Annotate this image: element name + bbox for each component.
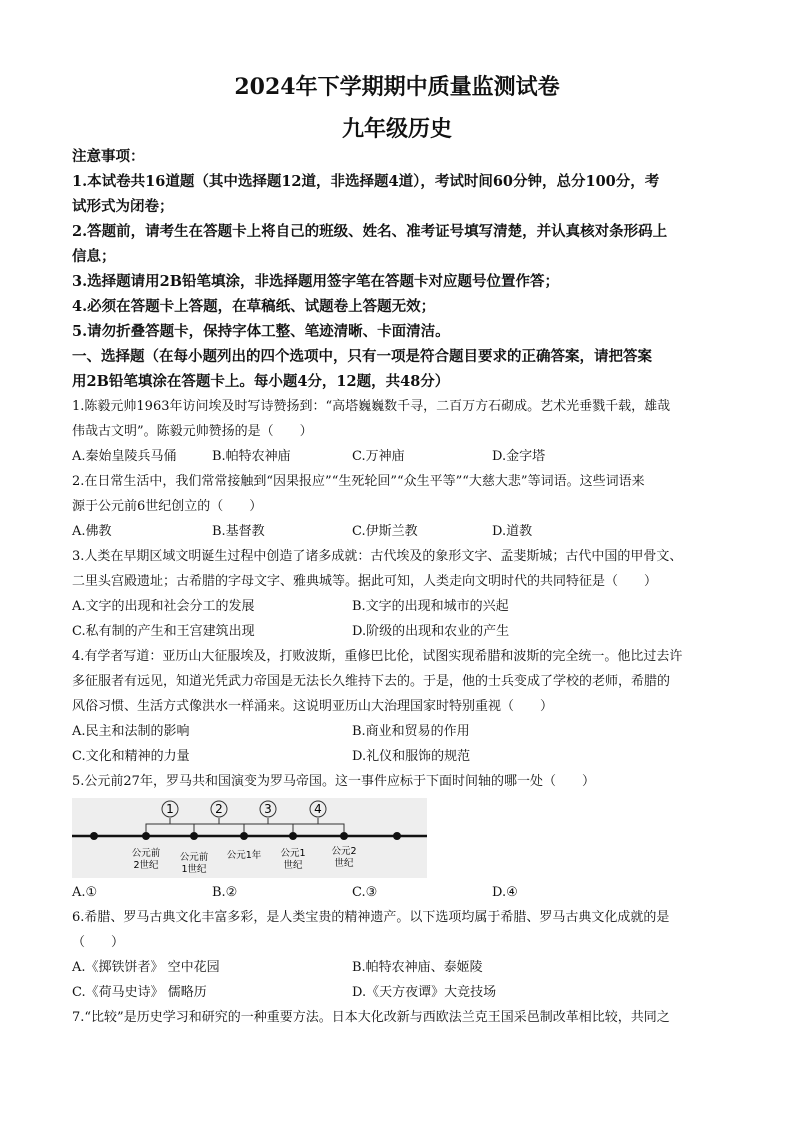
timeline-tick (190, 832, 198, 840)
question-3 (72, 544, 732, 644)
options-row (72, 744, 732, 769)
option-d: D.金字塔 (492, 449, 546, 464)
timeline-label: 公元2 (331, 846, 357, 857)
section-heading (72, 344, 732, 394)
question-text: 二里头宫殿遗址；古希腊的字母文字、雅典城等。据此可知，人类走向文明时代的共同特征是（ ） (72, 574, 658, 589)
option-b: B.基督教 (212, 524, 265, 539)
exam-subject: 九年级历史 (341, 116, 452, 142)
options-row (72, 980, 732, 1005)
timeline-label: 2世纪 (133, 860, 159, 871)
question-text: 1.陈毅元帅1963年访问埃及时写诗赞扬到：“高塔巍巍数千寻，二百万方石砌成。艺术光垂戮千载，雄哉 (72, 399, 671, 414)
segment-number: 3 (264, 802, 272, 816)
question-6 (72, 905, 732, 1005)
option-c: C.《荷马史诗》 儒略历 (72, 985, 207, 1000)
timeline-label: 1世纪 (181, 864, 207, 875)
notes-line: 试形式为闭卷； (72, 198, 174, 215)
option-d: D.礼仪和服饰的规范 (352, 749, 471, 764)
timeline-label: 世纪 (283, 860, 303, 871)
question-text: 7.“比较”是历史学习和研究的一种重要方法。日本大化改新与西欧法兰克王国采邑制改革相比较，共同之 (72, 1010, 670, 1025)
options-row (72, 955, 732, 980)
question-text: （ ） (72, 935, 125, 950)
option-a: A.《掷铁饼者》 空中花园 (72, 960, 220, 975)
segment-bracket (194, 824, 244, 832)
option-c: C.伊斯兰教 (352, 524, 418, 539)
timeline-label: 公元前 (179, 852, 209, 863)
option-d: D.道教 (492, 524, 533, 539)
notes-line: 5.请勿折叠答题卡，保持字体工整、笔迹清晰、卡面清洁。 (72, 323, 450, 340)
question-text: 源于公元前6世纪创立的（ ） (72, 499, 263, 514)
option-a: A.文字的出现和社会分工的发展 (72, 599, 255, 614)
notes-line: 4.必须在答题卡上答题，在草稿纸、试题卷上答题无效； (72, 298, 436, 315)
question-text: 6.希腊、罗马古典文化丰富多彩，是人类宝贵的精神遗产。以下选项均属于希腊、罗马古典文化成就的是 (72, 910, 670, 925)
options-row (72, 444, 732, 469)
question-text: 4.有学者写道：亚历山大征服埃及，打败波斯，重修巴比伦，试图实现希腊和波斯的完全统一。他比过去许 (72, 649, 683, 664)
question-text: 多征服者有远见，知道光凭武力帝国是无法长久维持下去的。于是，他的士兵变成了学校的老师，希腊的 (72, 674, 671, 689)
timeline-label: 世纪 (334, 858, 354, 869)
timeline-svg (72, 798, 427, 878)
question-5 (72, 769, 732, 905)
option-b: B.商业和贸易的作用 (352, 724, 470, 739)
question-7 (72, 1005, 732, 1030)
notes-line: 3.选择题请用2B铅笔填涂，非选择题用签字笔在答题卡对应题号位置作答； (72, 273, 559, 290)
option-b: B.② (212, 885, 238, 900)
option-d: D.阶级的出现和农业的产生 (352, 624, 510, 639)
segment-number: 2 (215, 802, 223, 816)
option-b: B.文字的出现和城市的兴起 (352, 599, 509, 614)
notes-line: 信息； (72, 248, 116, 265)
notes-block (72, 144, 732, 344)
question-4 (72, 644, 732, 769)
options-row (72, 719, 732, 744)
notes-line: 2.答题前，请考生在答题卡上将自己的班级、姓名、准考证号填写清楚，并认真核对条形码上 (72, 223, 668, 240)
option-c: C.文化和精神的力量 (72, 749, 190, 764)
question-1 (72, 394, 732, 469)
question-text: 2.在日常生活中，我们常常接触到“因果报应”“生死轮回”“众生平等”“大慈大悲”等词语。这些词语来 (72, 474, 645, 489)
option-c: C.③ (352, 885, 378, 900)
timeline-tick (289, 832, 297, 840)
notes-heading: 注意事项： (72, 148, 145, 165)
option-d: D.《天方夜谭》大竞技场 (352, 985, 497, 1000)
section-heading-line: 一、选择题（在每小题列出的四个选项中，只有一项是符合题目要求的正确答案，请把答案 (72, 348, 652, 365)
option-c: C.私有制的产生和王宫建筑出现 (72, 624, 255, 639)
segment-number: 4 (314, 802, 322, 816)
options-row (72, 619, 732, 644)
timeline-tick (393, 832, 401, 840)
segment-bracket (293, 824, 344, 832)
timeline-label: 公元前 (131, 848, 161, 859)
option-b: B.帕特农神庙 (212, 449, 291, 464)
option-a: A.民主和法制的影响 (72, 724, 190, 739)
options-row (72, 880, 732, 905)
exam-title: 2024年下学期期中质量监测试卷 (234, 74, 560, 100)
exam-content (72, 144, 732, 1030)
timeline-label: 公元1年 (226, 850, 262, 861)
option-c: C.万神庙 (352, 449, 405, 464)
question-text: 5.公元前27年，罗马共和国演变为罗马帝国。这一事件应标于下面时间轴的哪一处（ ） (72, 774, 595, 789)
options-row (72, 594, 732, 619)
option-d: D.④ (492, 885, 518, 900)
options-row (72, 519, 732, 544)
segment-bracket (244, 824, 293, 832)
section-heading-line: 用2B铅笔填涂在答题卡上。每小题4分，12题，共48分） (72, 373, 450, 390)
question-text: 风俗习惯、生活方式像洪水一样涌来。这说明亚历山大治理国家时特别重视（ ） (72, 699, 554, 714)
option-a: A.① (72, 885, 98, 900)
notes-line: 1.本试卷共16道题（其中选择题12道，非选择题4道），考试时间60分钟，总分100分，考 (72, 173, 660, 190)
question-text: 伟哉古文明”。陈毅元帅赞扬的是（ ） (72, 424, 313, 439)
option-b: B.帕特农神庙、泰姬陵 (352, 960, 483, 975)
timeline-tick (142, 832, 150, 840)
question-text: 3.人类在早期区域文明诞生过程中创造了诸多成就：古代埃及的象形文字、孟斐斯城；古代中国的甲骨文、 (72, 549, 683, 564)
timeline-tick (340, 832, 348, 840)
question-2 (72, 469, 732, 544)
segment-number: 1 (166, 802, 174, 816)
timeline-label: 公元1 (280, 848, 306, 859)
option-a: A.秦始皇陵兵马俑 (72, 449, 177, 464)
timeline-tick (90, 832, 98, 840)
option-a: A.佛教 (72, 524, 112, 539)
segment-bracket (146, 824, 194, 832)
timeline-tick (240, 832, 248, 840)
timeline-figure (72, 798, 427, 878)
